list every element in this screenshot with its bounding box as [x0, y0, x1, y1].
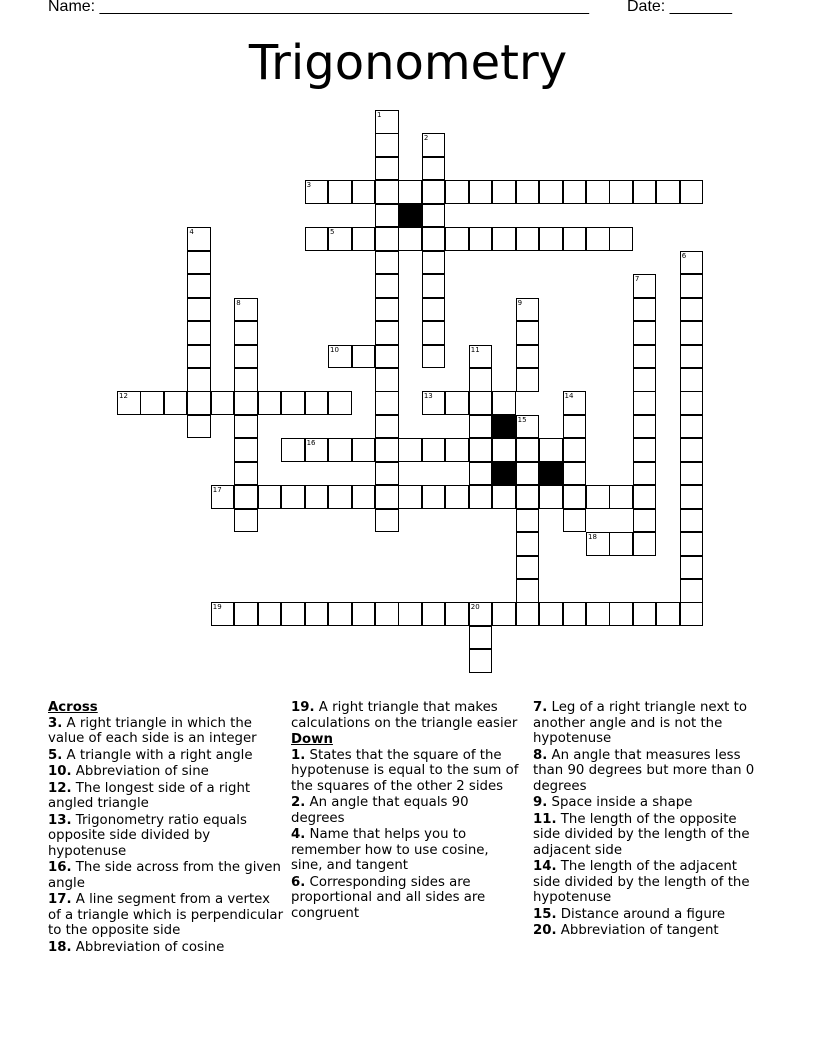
down-clue: [533, 795, 765, 811]
clue-text: Name that helps you to remember how to use cosine, sine, and tangent: [291, 827, 489, 873]
crossword-cell[interactable]: [281, 391, 305, 415]
clue-text: A right triangle that makes calculations on the triangle easier: [291, 700, 518, 731]
clue-text: A right triangle in which the value of each side is an integer: [48, 715, 257, 746]
crossword-cell[interactable]: [469, 227, 493, 251]
clue-text: A line segment from a vertex of a triangle which is perpendicular to the opposite side: [48, 892, 284, 938]
crossword-cell[interactable]: [422, 204, 446, 228]
crossword-cell[interactable]: [680, 298, 704, 322]
crossword-cell[interactable]: [469, 345, 493, 369]
crossword-cell[interactable]: [445, 391, 469, 415]
clue-number: 3.: [48, 715, 63, 731]
crossword-cell[interactable]: [516, 438, 540, 462]
crossword-cell[interactable]: [234, 345, 258, 369]
crossword-cell[interactable]: [633, 532, 657, 556]
clue-number: 10.: [48, 764, 72, 779]
crossword-cell[interactable]: [305, 227, 329, 251]
crossword-cell[interactable]: [680, 462, 704, 486]
crossword-cell[interactable]: [633, 602, 657, 626]
crossword-cell[interactable]: [516, 180, 540, 204]
crossword-cell[interactable]: [563, 227, 587, 251]
crossword-cell[interactable]: [375, 133, 399, 157]
clue-number: 18.: [48, 939, 72, 955]
crossword-cell[interactable]: [352, 602, 376, 626]
down-clue: [533, 812, 765, 859]
crossword-cell[interactable]: [422, 345, 446, 369]
down-clue: [533, 748, 765, 795]
clue-list: [0, 700, 816, 960]
clue-text: Abbreviation of sine: [71, 764, 209, 779]
crossword-cell[interactable]: [633, 438, 657, 462]
crossword-cell[interactable]: [516, 227, 540, 251]
crossword-cell[interactable]: [234, 298, 258, 322]
crossword-cell[interactable]: [328, 180, 352, 204]
crossword-cell[interactable]: [609, 602, 633, 626]
clue-number-label: 16: [306, 439, 316, 448]
clue-column-1: [48, 700, 284, 956]
crossword-cell[interactable]: [680, 391, 704, 415]
crossword-cell[interactable]: [445, 602, 469, 626]
crossword-cell[interactable]: [633, 321, 657, 345]
name-field-label: Name: _______________________________________________________: [48, 0, 589, 15]
crossword-cell[interactable]: [539, 602, 563, 626]
clue-number: 7.: [533, 700, 548, 715]
crossword-cell[interactable]: [375, 462, 399, 486]
crossword-cell[interactable]: [187, 251, 211, 275]
crossword-cell[interactable]: [445, 485, 469, 509]
crossword-cell[interactable]: [422, 438, 446, 462]
crossword-cell[interactable]: [375, 438, 399, 462]
down-clue: [533, 859, 765, 906]
crossword-grid: [117, 110, 717, 680]
crossword-cell[interactable]: [633, 345, 657, 369]
crossword-cell[interactable]: [516, 368, 540, 392]
clue-number: 1.: [291, 747, 306, 763]
clue-column-3: [533, 700, 765, 940]
crossword-cell[interactable]: [680, 321, 704, 345]
across-clue: [48, 716, 284, 747]
crossword-cell[interactable]: [563, 509, 587, 533]
crossword-cell[interactable]: [656, 602, 680, 626]
crossword-cell[interactable]: [633, 415, 657, 439]
clue-text: The length of the opposite side divided by the length of the adjacent side: [533, 811, 750, 858]
crossword-cell[interactable]: [422, 602, 446, 626]
clue-number: 4.: [291, 827, 306, 842]
crossword-cell[interactable]: [375, 368, 399, 392]
crossword-cell[interactable]: [187, 227, 211, 251]
clue-number-label: 5: [330, 228, 335, 237]
crossword-cell[interactable]: [328, 485, 352, 509]
across-clue: [48, 860, 284, 891]
clue-number-label: 12: [119, 392, 128, 401]
crossword-cell[interactable]: [398, 485, 422, 509]
clue-text: The length of the adjacent side divided by the length of the hypotenuse: [533, 859, 750, 905]
crossword-cell[interactable]: [328, 602, 352, 626]
crossword-cell[interactable]: [492, 227, 516, 251]
crossword-cell[interactable]: [375, 251, 399, 275]
clue-text: Abbreviation of tangent: [556, 923, 719, 938]
crossword-cell[interactable]: [539, 180, 563, 204]
crossword-cell[interactable]: [258, 391, 282, 415]
across-clue: [48, 940, 284, 956]
crossword-cell[interactable]: [563, 485, 587, 509]
crossword-cell[interactable]: [633, 298, 657, 322]
clue-column-2: [291, 700, 523, 922]
crossword-cell[interactable]: [305, 602, 329, 626]
crossword-cell[interactable]: [422, 391, 446, 415]
across-clue: [48, 781, 284, 812]
down-clue: [291, 795, 523, 826]
crossword-cell[interactable]: [375, 298, 399, 322]
across-clue: [291, 700, 523, 731]
crossword-cell[interactable]: [563, 438, 587, 462]
clue-number-label: 19: [212, 603, 222, 612]
clue-number: 8.: [533, 747, 548, 763]
crossword-cell[interactable]: [469, 602, 493, 626]
crossword-cell[interactable]: [328, 391, 352, 415]
crossword-cell[interactable]: [492, 485, 516, 509]
crossword-cell[interactable]: [422, 298, 446, 322]
crossword-cell[interactable]: [539, 227, 563, 251]
crossword-cell[interactable]: [234, 321, 258, 345]
crossword-black-cell: [492, 462, 516, 486]
crossword-cell[interactable]: [281, 602, 305, 626]
down-clue: [291, 827, 523, 874]
crossword-cell[interactable]: [234, 509, 258, 533]
crossword-cell[interactable]: [281, 438, 305, 462]
clue-text: A triangle with a right angle: [62, 747, 253, 763]
clue-number-label: 4: [189, 228, 194, 237]
crossword-cell[interactable]: [375, 415, 399, 439]
clue-number-label: 13: [423, 392, 433, 401]
crossword-cell[interactable]: [492, 180, 516, 204]
crossword-cell[interactable]: [375, 227, 399, 251]
crossword-cell[interactable]: [375, 602, 399, 626]
crossword-cell[interactable]: [469, 438, 493, 462]
crossword-cell[interactable]: [680, 509, 704, 533]
clue-number: 12.: [48, 780, 72, 796]
clue-number-label: 7: [634, 275, 640, 284]
crossword-cell[interactable]: [117, 391, 141, 415]
crossword-cell[interactable]: [516, 602, 540, 626]
crossword-cell[interactable]: [680, 556, 704, 580]
crossword-cell[interactable]: [633, 274, 657, 298]
down-clue: [533, 923, 765, 939]
crossword-cell[interactable]: [234, 415, 258, 439]
crossword-cell[interactable]: [492, 438, 516, 462]
crossword-cell[interactable]: [398, 180, 422, 204]
crossword-cell[interactable]: [305, 485, 329, 509]
crossword-cell[interactable]: [680, 251, 704, 275]
crossword-cell[interactable]: [422, 157, 446, 181]
crossword-cell[interactable]: [586, 227, 610, 251]
clue-text: States that the square of the hypotenuse is equal to the sum of the squares of the other 2 sides: [291, 747, 519, 794]
clue-text: Space inside a shape: [547, 795, 693, 810]
clue-number: 16.: [48, 860, 72, 875]
crossword-cell[interactable]: [609, 485, 633, 509]
crossword-cell[interactable]: [445, 438, 469, 462]
crossword-cell[interactable]: [516, 462, 540, 486]
crossword-cell[interactable]: [187, 415, 211, 439]
crossword-cell[interactable]: [211, 602, 235, 626]
crossword-cell[interactable]: [469, 485, 493, 509]
crossword-cell[interactable]: [516, 485, 540, 509]
crossword-cell[interactable]: [234, 438, 258, 462]
crossword-cell[interactable]: [539, 438, 563, 462]
down-heading: Down: [291, 732, 333, 747]
crossword-cell[interactable]: [234, 485, 258, 509]
crossword-cell[interactable]: [492, 391, 516, 415]
clue-number-label: 1: [376, 111, 382, 119]
crossword-cell[interactable]: [680, 532, 704, 556]
clue-number: 2.: [291, 795, 306, 810]
crossword-cell[interactable]: [680, 345, 704, 369]
crossword-cell[interactable]: [633, 180, 657, 204]
crossword-cell[interactable]: [352, 227, 376, 251]
crossword-cell[interactable]: [469, 462, 493, 486]
crossword-cell[interactable]: [516, 556, 540, 580]
crossword-cell[interactable]: [352, 485, 376, 509]
crossword-cell[interactable]: [516, 415, 540, 439]
crossword-cell[interactable]: [445, 180, 469, 204]
crossword-cell[interactable]: [680, 602, 704, 626]
crossword-black-cell: [539, 462, 563, 486]
clue-number-label: 15: [517, 415, 527, 424]
crossword-cell[interactable]: [422, 485, 446, 509]
crossword-cell[interactable]: [516, 532, 540, 556]
crossword-cell[interactable]: [258, 485, 282, 509]
crossword-cell[interactable]: [328, 345, 352, 369]
crossword-cell[interactable]: [328, 227, 352, 251]
across-clue: [48, 764, 284, 780]
clue-number: 15.: [533, 906, 557, 922]
crossword-cell[interactable]: [422, 251, 446, 275]
date-field-label: Date: _______: [627, 0, 732, 15]
clue-text: The side across from the given angle: [48, 860, 281, 891]
crossword-black-cell: [398, 204, 422, 228]
crossword-cell[interactable]: [234, 462, 258, 486]
crossword-cell[interactable]: [680, 485, 704, 509]
crossword-cell[interactable]: [352, 438, 376, 462]
across-heading: Across: [48, 700, 98, 715]
crossword-cell[interactable]: [398, 438, 422, 462]
crossword-cell[interactable]: [305, 438, 329, 462]
crossword-cell[interactable]: [422, 321, 446, 345]
crossword-cell[interactable]: [375, 485, 399, 509]
across-clue: [48, 892, 284, 939]
crossword-cell[interactable]: [140, 391, 164, 415]
crossword-cell[interactable]: [398, 227, 422, 251]
clue-number: 6.: [291, 874, 306, 890]
clue-number: 14.: [533, 859, 557, 874]
clue-number-label: 10: [330, 345, 339, 354]
crossword-cell[interactable]: [469, 649, 493, 673]
crossword-cell[interactable]: [516, 298, 540, 322]
crossword-cell[interactable]: [516, 579, 540, 603]
crossword-cell[interactable]: [469, 391, 493, 415]
crossword-cell[interactable]: [633, 485, 657, 509]
clue-number: 5.: [48, 747, 63, 763]
crossword-cell[interactable]: [352, 345, 376, 369]
crossword-cell[interactable]: [469, 180, 493, 204]
crossword-cell[interactable]: [633, 368, 657, 392]
clue-number-label: 6: [681, 251, 687, 260]
clue-number-label: 18: [588, 533, 597, 542]
crossword-cell[interactable]: [563, 180, 587, 204]
clue-text: Corresponding sides are proportional and all sides are congruent: [291, 874, 486, 921]
crossword-cell[interactable]: [211, 391, 235, 415]
crossword-cell[interactable]: [563, 415, 587, 439]
crossword-cell[interactable]: [375, 157, 399, 181]
clue-text: Abbreviation of cosine: [71, 939, 225, 955]
crossword-cell[interactable]: [211, 485, 235, 509]
across-clue: [48, 748, 284, 764]
page-title: Trigonometry: [248, 35, 568, 91]
crossword-cell[interactable]: [352, 180, 376, 204]
crossword-cell[interactable]: [187, 391, 211, 415]
crossword-cell[interactable]: [375, 321, 399, 345]
down-clue: [533, 700, 765, 747]
crossword-cell[interactable]: [422, 227, 446, 251]
clue-text: Leg of a right triangle next to another angle and is not the hypotenuse: [533, 700, 747, 746]
crossword-cell[interactable]: [680, 180, 704, 204]
crossword-cell[interactable]: [609, 227, 633, 251]
crossword-cell[interactable]: [422, 180, 446, 204]
crossword-cell[interactable]: [187, 345, 211, 369]
crossword-cell[interactable]: [469, 415, 493, 439]
crossword-cell[interactable]: [375, 180, 399, 204]
crossword-cell[interactable]: [563, 602, 587, 626]
clue-text: An angle that measures less than 90 degrees but more than 0 degrees: [533, 747, 755, 794]
crossword-cell[interactable]: [586, 532, 610, 556]
clue-number-label: 11: [470, 345, 480, 354]
crossword-cell[interactable]: [187, 321, 211, 345]
crossword-cell[interactable]: [375, 110, 399, 134]
clue-text: Distance around a figure: [556, 906, 726, 922]
crossword-cell[interactable]: [375, 345, 399, 369]
crossword-cell[interactable]: [375, 391, 399, 415]
clue-number: 17.: [48, 892, 72, 907]
crossword-cell[interactable]: [563, 391, 587, 415]
across-clue: [48, 813, 284, 860]
crossword-cell[interactable]: [375, 509, 399, 533]
crossword-cell[interactable]: [187, 298, 211, 322]
crossword-cell[interactable]: [609, 532, 633, 556]
down-clue: [291, 748, 523, 795]
crossword-cell[interactable]: [281, 485, 305, 509]
crossword-cell[interactable]: [680, 368, 704, 392]
crossword-cell[interactable]: [516, 321, 540, 345]
crossword-cell[interactable]: [633, 391, 657, 415]
crossword-cell[interactable]: [492, 602, 516, 626]
clue-number-label: 2: [423, 134, 429, 143]
crossword-cell[interactable]: [398, 602, 422, 626]
crossword-cell[interactable]: [445, 227, 469, 251]
crossword-cell[interactable]: [680, 579, 704, 603]
crossword-cell[interactable]: [609, 180, 633, 204]
down-clue: [533, 907, 765, 923]
clue-number: 9.: [533, 795, 548, 810]
crossword-cell[interactable]: [656, 180, 680, 204]
crossword-cell[interactable]: [422, 133, 446, 157]
crossword-cell[interactable]: [680, 415, 704, 439]
crossword-cell[interactable]: [422, 274, 446, 298]
crossword-cell[interactable]: [328, 438, 352, 462]
crossword-cell[interactable]: [633, 509, 657, 533]
crossword-cell[interactable]: [516, 509, 540, 533]
crossword-cell[interactable]: [516, 345, 540, 369]
crossword-cell[interactable]: [539, 485, 563, 509]
crossword-cell[interactable]: [234, 602, 258, 626]
clue-number-label: 8: [236, 298, 241, 307]
crossword-cell[interactable]: [234, 368, 258, 392]
clue-text: The longest side of a right angled triangle: [48, 780, 251, 811]
clue-text: An angle that equals 90 degrees: [291, 795, 469, 826]
clue-text: Trigonometry ratio equals opposite side divided by hypotenuse: [48, 812, 247, 859]
crossword-cell[interactable]: [164, 391, 188, 415]
worksheet-header: [48, 0, 768, 22]
crossword-black-cell: [492, 415, 516, 439]
clue-number: 19.: [291, 700, 315, 715]
crossword-cell[interactable]: [680, 438, 704, 462]
clue-number-label: 9: [517, 298, 523, 307]
down-clue: [291, 875, 523, 922]
crossword-cell[interactable]: [586, 180, 610, 204]
crossword-cell[interactable]: [234, 391, 258, 415]
crossword-cell[interactable]: [563, 462, 587, 486]
clue-number-label: 17: [212, 486, 222, 495]
clue-number: 20.: [533, 923, 557, 938]
clue-number-label: 20: [470, 603, 480, 612]
crossword-cell[interactable]: [633, 462, 657, 486]
clue-number: 13.: [48, 812, 72, 828]
crossword-cell[interactable]: [305, 391, 329, 415]
crossword-cell[interactable]: [258, 602, 282, 626]
crossword-cell[interactable]: [187, 368, 211, 392]
crossword-cell[interactable]: [375, 274, 399, 298]
clue-number-label: 3: [306, 181, 312, 190]
crossword-cell[interactable]: [586, 602, 610, 626]
crossword-cell[interactable]: [469, 368, 493, 392]
crossword-cell[interactable]: [375, 204, 399, 228]
clue-number-label: 14: [564, 392, 574, 401]
crossword-cell[interactable]: [469, 626, 493, 650]
crossword-cell[interactable]: [305, 180, 329, 204]
crossword-cell[interactable]: [187, 274, 211, 298]
clue-number: 11.: [533, 811, 557, 827]
crossword-cell[interactable]: [680, 274, 704, 298]
crossword-cell[interactable]: [586, 485, 610, 509]
